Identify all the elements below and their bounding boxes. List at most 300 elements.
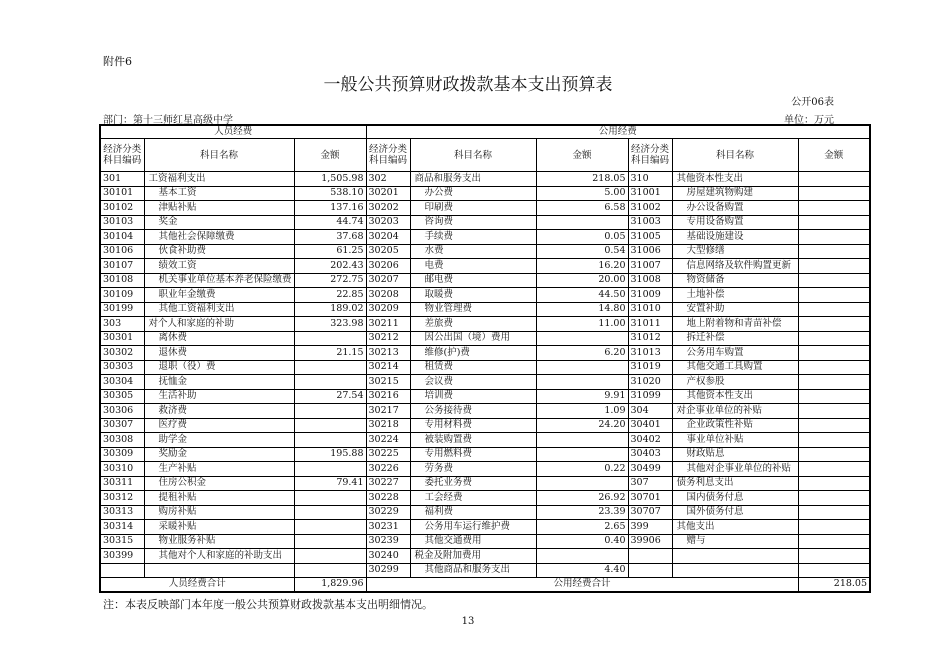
subject-name: 办公设备购置 <box>672 201 798 216</box>
amount: 14.80 <box>536 302 628 317</box>
col-header-amount: 金额 <box>294 139 366 172</box>
subject-name: 赠与 <box>672 534 798 549</box>
amount <box>294 418 366 433</box>
amount <box>294 360 366 375</box>
subject-code: 30310 <box>100 462 144 477</box>
amount <box>798 476 870 491</box>
subject-name: 工会经费 <box>410 491 536 506</box>
amount: 11.00 <box>536 317 628 332</box>
subject-name: 抚恤金 <box>144 375 294 390</box>
amount <box>798 404 870 419</box>
subject-code: 30240 <box>366 549 410 564</box>
subject-name: 救济费 <box>144 404 294 419</box>
subject-code: 301 <box>100 172 144 187</box>
subject-code: 30307 <box>100 418 144 433</box>
amount <box>294 375 366 390</box>
subject-code: 31010 <box>628 302 672 317</box>
subject-name: 债务利息支出 <box>672 476 798 491</box>
subject-name: 咨询费 <box>410 215 536 230</box>
subject-code: 30228 <box>366 491 410 506</box>
table-row <box>100 273 870 288</box>
subject-name: 委托业务费 <box>410 476 536 491</box>
amount <box>798 172 870 187</box>
amount: 202.43 <box>294 259 366 274</box>
subject-name <box>672 563 798 578</box>
amount <box>536 433 628 448</box>
amount: 137.16 <box>294 201 366 216</box>
subject-code: 31005 <box>628 230 672 245</box>
amount: 6.20 <box>536 346 628 361</box>
table-row <box>100 302 870 317</box>
subject-name <box>144 563 294 578</box>
table-row <box>100 447 870 462</box>
table-row <box>100 404 870 419</box>
subject-name: 水费 <box>410 244 536 259</box>
subject-code: 31007 <box>628 259 672 274</box>
subject-code: 30213 <box>366 346 410 361</box>
subject-code: 30211 <box>366 317 410 332</box>
amount: 23.39 <box>536 505 628 520</box>
subject-code: 30201 <box>366 186 410 201</box>
subject-name: 职业年金缴费 <box>144 288 294 303</box>
amount: 20.00 <box>536 273 628 288</box>
subject-code: 30226 <box>366 462 410 477</box>
subject-code: 399 <box>628 520 672 535</box>
subject-name: 其他商品和服务支出 <box>410 563 536 578</box>
subject-code: 30303 <box>100 360 144 375</box>
table-row <box>100 360 870 375</box>
subject-name: 津贴补贴 <box>144 201 294 216</box>
footnote: 注：本表反映部门本年度一般公共预算财政拨款基本支出明细情况。 <box>103 598 433 611</box>
col-header-amount: 金额 <box>798 139 870 172</box>
subject-code: 30305 <box>100 389 144 404</box>
subject-code: 31019 <box>628 360 672 375</box>
subject-name: 离休费 <box>144 331 294 346</box>
subject-code: 30227 <box>366 476 410 491</box>
amount <box>798 201 870 216</box>
table-row <box>100 433 870 448</box>
total-personnel-amount: 1,829.96 <box>294 578 366 593</box>
subject-name: 土地补偿 <box>672 288 798 303</box>
subject-name: 物业服务补贴 <box>144 534 294 549</box>
amount: 16.20 <box>536 259 628 274</box>
amount: 538.10 <box>294 186 366 201</box>
table-row <box>100 563 870 578</box>
subject-name: 机关事业单位基本养老保险缴费 <box>144 273 294 288</box>
amount <box>798 462 870 477</box>
subject-name: 劳务费 <box>410 462 536 477</box>
table-row <box>100 389 870 404</box>
subject-code: 30104 <box>100 230 144 245</box>
amount <box>798 520 870 535</box>
subject-name: 产权参股 <box>672 375 798 390</box>
amount <box>798 346 870 361</box>
subject-name: 房屋建筑物购建 <box>672 186 798 201</box>
col-header-name: 科目名称 <box>144 139 294 172</box>
amount <box>536 476 628 491</box>
amount <box>294 433 366 448</box>
amount: 195.88 <box>294 447 366 462</box>
subject-name: 其他工资福利支出 <box>144 302 294 317</box>
col-header-name: 科目名称 <box>410 139 536 172</box>
amount <box>798 534 870 549</box>
subject-code: 30218 <box>366 418 410 433</box>
subject-name: 维修(护)费 <box>410 346 536 361</box>
subject-name: 奖金 <box>144 215 294 230</box>
subject-code: 30231 <box>366 520 410 535</box>
subject-name: 邮电费 <box>410 273 536 288</box>
subject-code: 30109 <box>100 288 144 303</box>
subject-name: 退职（役）费 <box>144 360 294 375</box>
subject-code: 31013 <box>628 346 672 361</box>
subject-code: 30309 <box>100 447 144 462</box>
amount <box>798 563 870 578</box>
subject-code <box>628 563 672 578</box>
amount <box>798 273 870 288</box>
amount: 61.25 <box>294 244 366 259</box>
amount: 272.75 <box>294 273 366 288</box>
subject-code: 30209 <box>366 302 410 317</box>
subject-code: 30206 <box>366 259 410 274</box>
subject-name: 其他对企事业单位的补贴 <box>672 462 798 477</box>
subject-code: 30239 <box>366 534 410 549</box>
subject-name: 购房补贴 <box>144 505 294 520</box>
amount <box>798 491 870 506</box>
subject-code: 31008 <box>628 273 672 288</box>
subject-code: 31012 <box>628 331 672 346</box>
subject-name: 公务用车购置 <box>672 346 798 361</box>
amount <box>798 389 870 404</box>
subject-name: 会议费 <box>410 375 536 390</box>
subject-code: 39906 <box>628 534 672 549</box>
amount <box>536 549 628 564</box>
subject-code: 30311 <box>100 476 144 491</box>
subject-name: 大型修缮 <box>672 244 798 259</box>
subject-code: 30225 <box>366 447 410 462</box>
page-title: 一般公共预算财政拨款基本支出预算表 <box>323 75 613 95</box>
subject-name: 其他资本性支出 <box>672 172 798 187</box>
amount <box>798 375 870 390</box>
table-row <box>100 549 870 564</box>
subject-code: 30707 <box>628 505 672 520</box>
subject-code: 31006 <box>628 244 672 259</box>
subject-code: 30312 <box>100 491 144 506</box>
subject-name: 福利费 <box>410 505 536 520</box>
subject-name: 其他对个人和家庭的补助支出 <box>144 549 294 564</box>
amount <box>798 360 870 375</box>
amount <box>798 331 870 346</box>
amount: 9.91 <box>536 389 628 404</box>
amount: 22.85 <box>294 288 366 303</box>
subject-code: 30315 <box>100 534 144 549</box>
subject-code: 30203 <box>366 215 410 230</box>
amount: 24.20 <box>536 418 628 433</box>
subject-name: 基本工资 <box>144 186 294 201</box>
subject-code: 30306 <box>100 404 144 419</box>
subject-code: 30217 <box>366 404 410 419</box>
subject-name: 财政贴息 <box>672 447 798 462</box>
subject-name: 生活补助 <box>144 389 294 404</box>
subject-name: 其他交通工具购置 <box>672 360 798 375</box>
amount <box>798 230 870 245</box>
amount: 0.22 <box>536 462 628 477</box>
subject-code: 30106 <box>100 244 144 259</box>
subject-name: 助学金 <box>144 433 294 448</box>
subject-name: 其他交通费用 <box>410 534 536 549</box>
amount <box>536 447 628 462</box>
col-header-amount: 金额 <box>536 139 628 172</box>
subject-name: 办公费 <box>410 186 536 201</box>
group-personnel-header: 人员经费 <box>100 125 366 139</box>
subject-code: 310 <box>628 172 672 187</box>
subject-name: 奖励金 <box>144 447 294 462</box>
amount: 44.74 <box>294 215 366 230</box>
subject-code: 30107 <box>100 259 144 274</box>
table-row <box>100 346 870 361</box>
subject-name: 专用燃料费 <box>410 447 536 462</box>
table-row <box>100 215 870 230</box>
subject-code: 303 <box>100 317 144 332</box>
col-header-name: 科目名称 <box>672 139 798 172</box>
table-row <box>100 505 870 520</box>
subject-name: 因公出国（境）费用 <box>410 331 536 346</box>
amount: 5.00 <box>536 186 628 201</box>
subject-code: 30401 <box>628 418 672 433</box>
amount: 27.54 <box>294 389 366 404</box>
subject-code <box>100 563 144 578</box>
amount <box>798 317 870 332</box>
subject-name: 手续费 <box>410 230 536 245</box>
subject-name: 安置补助 <box>672 302 798 317</box>
subject-name: 住房公积金 <box>144 476 294 491</box>
subject-code: 31099 <box>628 389 672 404</box>
subject-name <box>672 549 798 564</box>
amount: 1.09 <box>536 404 628 419</box>
amount <box>536 360 628 375</box>
subject-name: 其他社会保障缴费 <box>144 230 294 245</box>
table-row <box>100 230 870 245</box>
subject-name: 差旅费 <box>410 317 536 332</box>
subject-code: 30701 <box>628 491 672 506</box>
subject-code: 30216 <box>366 389 410 404</box>
table-row <box>100 186 870 201</box>
amount: 323.98 <box>294 317 366 332</box>
subject-name: 专用设备购置 <box>672 215 798 230</box>
subject-name: 退休费 <box>144 346 294 361</box>
subject-code: 302 <box>366 172 410 187</box>
subject-code: 30215 <box>366 375 410 390</box>
subject-name: 电费 <box>410 259 536 274</box>
subject-code: 31020 <box>628 375 672 390</box>
amount <box>294 331 366 346</box>
subject-code: 31011 <box>628 317 672 332</box>
subject-name: 提租补贴 <box>144 491 294 506</box>
amount: 79.41 <box>294 476 366 491</box>
subject-code: 30214 <box>366 360 410 375</box>
amount: 37.68 <box>294 230 366 245</box>
amount: 0.05 <box>536 230 628 245</box>
subject-name: 基础设施建设 <box>672 230 798 245</box>
table-row <box>100 331 870 346</box>
subject-code: 307 <box>628 476 672 491</box>
budget-table <box>99 124 871 593</box>
subject-code: 30499 <box>628 462 672 477</box>
subject-name: 租赁费 <box>410 360 536 375</box>
table-row <box>100 491 870 506</box>
amount <box>294 491 366 506</box>
department-label: 部门：第十三师红星高级中学 <box>103 115 233 126</box>
amount: 1,505.98 <box>294 172 366 187</box>
subject-code: 30403 <box>628 447 672 462</box>
subject-name: 拆迁补偿 <box>672 331 798 346</box>
subject-code: 30308 <box>100 433 144 448</box>
subject-name: 采暖补贴 <box>144 520 294 535</box>
amount: 26.92 <box>536 491 628 506</box>
table-row <box>100 462 870 477</box>
unit-label: 单位：万元 <box>784 115 834 126</box>
subject-name: 对个人和家庭的补助 <box>144 317 294 332</box>
subject-code: 31009 <box>628 288 672 303</box>
subject-code: 30299 <box>366 563 410 578</box>
group-public-header: 公用经费 <box>366 125 870 139</box>
subject-name: 物资储备 <box>672 273 798 288</box>
subject-code: 30301 <box>100 331 144 346</box>
col-header-code: 经济分类科目编码 <box>366 139 410 172</box>
amount <box>294 563 366 578</box>
amount <box>798 259 870 274</box>
col-header-code: 经济分类科目编码 <box>100 139 144 172</box>
subject-code: 30205 <box>366 244 410 259</box>
subject-name: 对企事业单位的补贴 <box>672 404 798 419</box>
subject-name: 公务接待费 <box>410 404 536 419</box>
amount <box>536 375 628 390</box>
subject-name: 企业政策性补贴 <box>672 418 798 433</box>
amount <box>798 447 870 462</box>
table-row <box>100 418 870 433</box>
subject-code: 30207 <box>366 273 410 288</box>
table-row <box>100 172 870 187</box>
amount <box>798 186 870 201</box>
subject-name: 物业管理费 <box>410 302 536 317</box>
amount <box>294 505 366 520</box>
subject-code: 30304 <box>100 375 144 390</box>
subject-name: 国内债务付息 <box>672 491 798 506</box>
subject-code: 30313 <box>100 505 144 520</box>
subject-name: 其他资本性支出 <box>672 389 798 404</box>
total-public-label: 公用经费合计 <box>366 578 798 593</box>
amount <box>294 462 366 477</box>
subject-name: 印刷费 <box>410 201 536 216</box>
amount <box>798 244 870 259</box>
amount: 6.58 <box>536 201 628 216</box>
amount <box>294 404 366 419</box>
col-header-code: 经济分类科目编码 <box>628 139 672 172</box>
table-code: 公开06表 <box>791 97 834 108</box>
subject-code: 30108 <box>100 273 144 288</box>
subject-code: 31003 <box>628 215 672 230</box>
amount: 44.50 <box>536 288 628 303</box>
amount <box>798 549 870 564</box>
subject-name: 被装购置费 <box>410 433 536 448</box>
amount: 21.15 <box>294 346 366 361</box>
subject-name: 税金及附加费用 <box>410 549 536 564</box>
subject-code: 31002 <box>628 201 672 216</box>
subject-code <box>628 549 672 564</box>
subject-name: 专用材料费 <box>410 418 536 433</box>
subject-name: 其他支出 <box>672 520 798 535</box>
subject-code: 30229 <box>366 505 410 520</box>
subject-name: 国外债务付息 <box>672 505 798 520</box>
subject-code: 30212 <box>366 331 410 346</box>
subject-code: 30314 <box>100 520 144 535</box>
subject-code: 30204 <box>366 230 410 245</box>
subject-name: 取暖费 <box>410 288 536 303</box>
subject-code: 30202 <box>366 201 410 216</box>
subject-name: 绩效工资 <box>144 259 294 274</box>
table-row <box>100 476 870 491</box>
subject-code: 30402 <box>628 433 672 448</box>
table-row <box>100 375 870 390</box>
page-number: 13 <box>461 616 475 627</box>
subject-code: 304 <box>628 404 672 419</box>
amount: 0.54 <box>536 244 628 259</box>
table-row <box>100 520 870 535</box>
subject-name: 工资福利支出 <box>144 172 294 187</box>
table-row <box>100 317 870 332</box>
subject-name: 公务用车运行维护费 <box>410 520 536 535</box>
subject-code: 30302 <box>100 346 144 361</box>
subject-name: 地上附着物和青苗补偿 <box>672 317 798 332</box>
subject-code: 30199 <box>100 302 144 317</box>
table-row <box>100 259 870 274</box>
subject-name: 医疗费 <box>144 418 294 433</box>
subject-name: 商品和服务支出 <box>410 172 536 187</box>
amount: 4.40 <box>536 563 628 578</box>
amount <box>798 418 870 433</box>
amount: 189.02 <box>294 302 366 317</box>
amount <box>798 215 870 230</box>
table-row <box>100 534 870 549</box>
subject-code: 30224 <box>366 433 410 448</box>
amount <box>798 302 870 317</box>
amount <box>536 331 628 346</box>
subject-code: 30102 <box>100 201 144 216</box>
subject-name: 伙食补助费 <box>144 244 294 259</box>
table-row <box>100 288 870 303</box>
subject-code: 31001 <box>628 186 672 201</box>
subject-name: 培训费 <box>410 389 536 404</box>
subject-name: 事业单位补贴 <box>672 433 798 448</box>
table-row <box>100 201 870 216</box>
amount <box>798 433 870 448</box>
subject-name: 生产补贴 <box>144 462 294 477</box>
amount <box>294 520 366 535</box>
total-personnel-label: 人员经费合计 <box>100 578 294 593</box>
attachment-label: 附件6 <box>103 55 132 68</box>
subject-code: 30399 <box>100 549 144 564</box>
subject-code: 30101 <box>100 186 144 201</box>
subject-code: 30103 <box>100 215 144 230</box>
table-row <box>100 244 870 259</box>
amount <box>536 215 628 230</box>
amount: 2.65 <box>536 520 628 535</box>
amount: 0.40 <box>536 534 628 549</box>
amount <box>294 549 366 564</box>
amount: 218.05 <box>536 172 628 187</box>
amount <box>294 534 366 549</box>
amount <box>798 505 870 520</box>
subject-name: 信息网络及软件购置更新 <box>672 259 798 274</box>
